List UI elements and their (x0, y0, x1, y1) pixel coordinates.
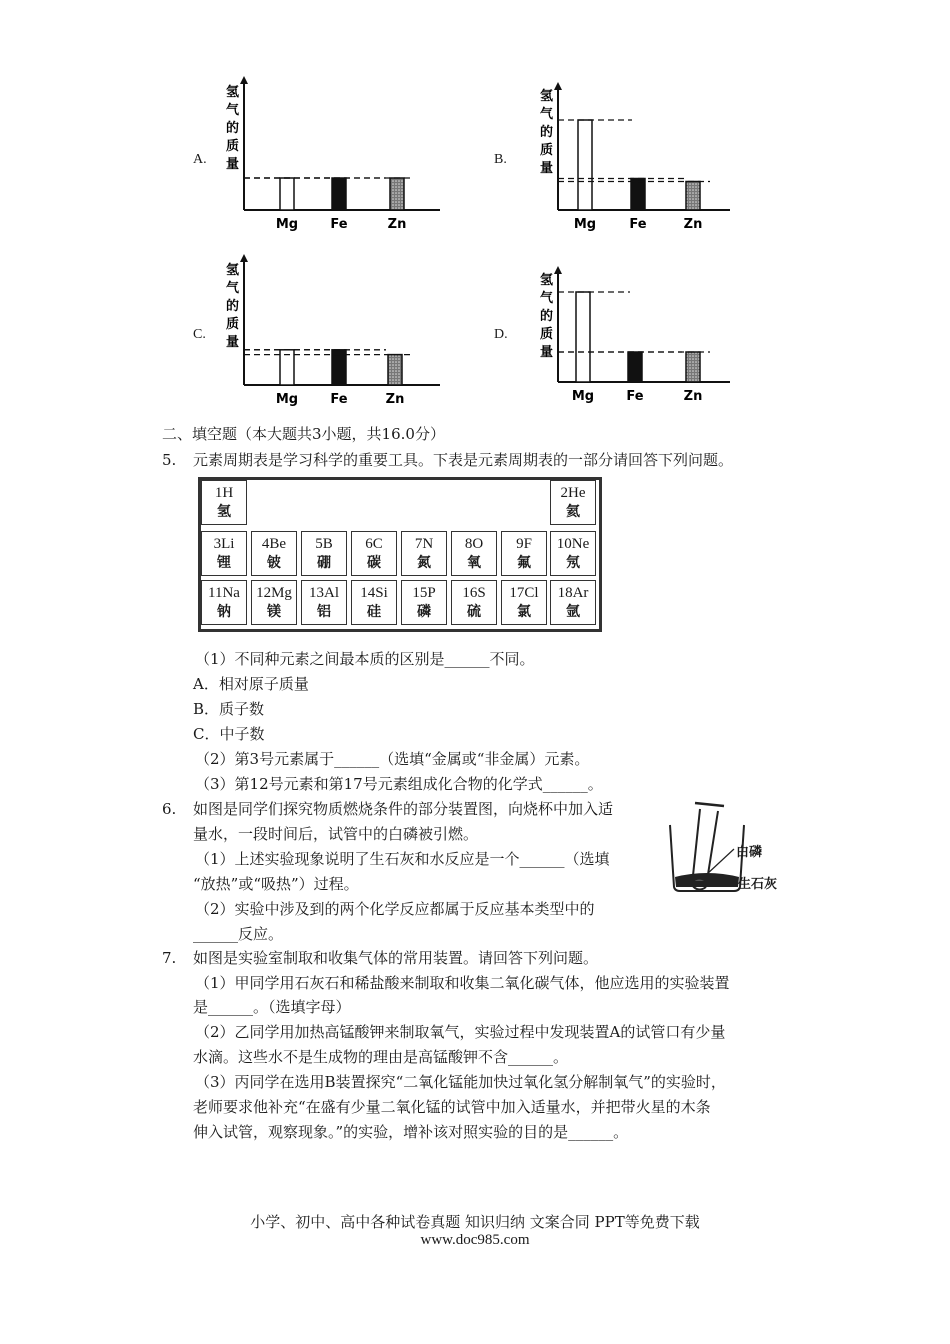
chart-d (518, 262, 738, 412)
section-heading: 二、填空题（本大题共3小题，共16.0分） (162, 425, 445, 443)
y-axis-label-char: 量 (540, 161, 554, 176)
q6-line: （1）上述实验现象说明了生石灰和水反应是一个______（选填 (195, 850, 610, 868)
q5-option-a: A．相对原子质量 (193, 675, 309, 693)
bar-mg (280, 178, 294, 210)
element-cell: 5B 硼 (301, 531, 347, 576)
bar-fe (332, 178, 346, 210)
bar-fe (628, 352, 642, 382)
bar-mg (578, 120, 592, 210)
q5-sub3: （3）第12号元素和第17号元素组成化合物的化学式______。 (195, 775, 603, 793)
periodic-table (198, 477, 602, 632)
q7-number: 7. (162, 949, 177, 967)
bar-zn (686, 182, 700, 211)
chart-b (518, 78, 738, 238)
y-axis-label-char: 气 (540, 291, 554, 306)
q6-line: （2）实验中涉及到的两个化学反应都属于反应基本类型中的 (195, 900, 595, 918)
q7-line: （2）乙同学用加热高锰酸钾来制取氧气，实验过程中发现装置A的试管口有少量 (195, 1023, 726, 1041)
x-tick-label: Zn (683, 389, 703, 404)
y-axis-label-char: 的 (540, 125, 554, 140)
q6-line: ______反应。 (193, 925, 284, 943)
element-cell: 14Si 硅 (351, 580, 397, 625)
element-cell: 2He 氦 (550, 480, 596, 525)
x-tick-label: Zn (385, 392, 405, 407)
y-axis-label-char: 的 (226, 121, 240, 136)
q7-line: （1）甲同学用石灰石和稀盐酸来制取和收集二氧化碳气体，他应选用的实验装置 (195, 974, 730, 992)
option-a-label: A. (193, 152, 207, 167)
chart-c (218, 250, 448, 415)
y-axis-label-char: 质 (540, 327, 554, 342)
y-axis-arrow (554, 266, 562, 274)
x-tick-label: Mg (275, 392, 299, 407)
element-cell: 15P 磷 (401, 580, 447, 625)
x-tick-label: Fe (629, 217, 647, 232)
y-axis-label-char: 量 (226, 157, 240, 172)
option-c-label: C. (193, 327, 206, 342)
q5-sub2: （2）第3号元素属于______（选填“金属或“非金属）元素。 (195, 750, 590, 768)
element-cell: 18Ar 氩 (550, 580, 596, 625)
q7-line: 伸入试管，观察现象。”的实验，增补该对照实验的目的是______。 (193, 1123, 629, 1141)
footer-text: 小学、初中、高中各种试卷真题 知识归纳 文案合同 PPT等免费下载 (250, 1213, 700, 1231)
element-cell: 4Be 铍 (251, 531, 297, 576)
element-cell: 9F 氟 (501, 531, 547, 576)
x-tick-label: Fe (626, 389, 644, 404)
bar-zn (388, 355, 402, 385)
x-tick-label: Fe (330, 392, 348, 407)
y-axis-label-char: 量 (226, 335, 240, 350)
white-phosphorus-label: 白磷 (736, 845, 763, 860)
element-cell: 7N 氮 (401, 531, 447, 576)
y-axis-label-char: 气 (226, 281, 240, 296)
q6-line: “放热”或“吸热”）过程。 (193, 875, 359, 893)
q7-line: 是______。（选填字母） (193, 998, 351, 1016)
element-cell: 3Li 锂 (201, 531, 247, 576)
x-tick-label: Fe (330, 217, 348, 232)
y-axis-arrow (554, 82, 562, 90)
y-axis-label-char: 气 (540, 107, 554, 122)
element-cell: 16S 硫 (451, 580, 497, 625)
option-b-label: B. (494, 152, 507, 167)
y-axis-label-char: 氢 (540, 89, 554, 104)
q5-option-b: B．质子数 (193, 700, 265, 718)
q5-stem: 元素周期表是学习科学的重要工具。下表是元素周期表的一部分请回答下列问题。 (193, 451, 734, 469)
q7-line: 水滴。这些水不是生成物的理由是高锰酸钾不含______。 (193, 1048, 569, 1066)
beaker-figure (662, 795, 797, 899)
element-cell: 11Na 钠 (201, 580, 247, 625)
x-tick-label: Zn (387, 217, 407, 232)
x-tick-label: Mg (573, 217, 597, 232)
element-cell: 12Mg 镁 (251, 580, 297, 625)
y-axis-arrow (240, 76, 248, 84)
quicklime-label: 生石灰 (738, 877, 778, 892)
y-axis-label-char: 的 (226, 299, 240, 314)
element-cell: 10Ne 氖 (550, 531, 596, 576)
bar-zn (390, 178, 404, 210)
y-axis-label-char: 质 (540, 143, 554, 158)
y-axis-label-char: 气 (226, 103, 240, 118)
y-axis-label-char: 氢 (226, 85, 240, 100)
q7-line: 老师要求他补充“在盛有少量二氧化锰的试管中加入适量水，并把带火星的木条 (193, 1098, 711, 1116)
q6-number: 6. (162, 800, 177, 818)
y-axis-label-char: 的 (540, 309, 554, 324)
q5-option-c: C．中子数 (193, 725, 265, 743)
x-tick-label: Mg (571, 389, 595, 404)
bar-zn (686, 352, 700, 382)
element-cell: 1H 氢 (201, 480, 247, 525)
y-axis-label-char: 氢 (540, 273, 554, 288)
bar-mg (576, 292, 590, 382)
option-d-label: D. (494, 327, 508, 342)
footer-url[interactable]: www.doc985.com (420, 1232, 530, 1248)
q6-line: 量水，一段时间后，试管中的白磷被引燃。 (193, 825, 479, 843)
x-tick-label: Mg (275, 217, 299, 232)
element-cell: 8O 氧 (451, 531, 497, 576)
y-axis-arrow (240, 254, 248, 262)
element-cell: 6C 碳 (351, 531, 397, 576)
y-axis-label-char: 质 (226, 139, 240, 154)
element-cell: 17Cl 氯 (501, 580, 547, 625)
q7-line: 如图是实验室制取和收集气体的常用装置。请回答下列问题。 (193, 949, 599, 967)
element-cell: 13Al 铝 (301, 580, 347, 625)
q6-line: 如图是同学们探究物质燃烧条件的部分装置图，向烧杯中加入适 (193, 800, 614, 818)
q5-number: 5. (162, 451, 177, 469)
y-axis-label-char: 量 (540, 345, 554, 360)
q7-line: （3）丙同学在选用B装置探究“二氧化锰能加快过氧化氢分解制氧气”的实验时， (195, 1073, 726, 1091)
q5-sub1: （1）不同种元素之间最本质的区别是______不同。 (195, 650, 535, 668)
y-axis-label-char: 质 (226, 317, 240, 332)
bar-fe (631, 179, 645, 211)
y-axis-label-char: 氢 (226, 263, 240, 278)
x-tick-label: Zn (683, 217, 703, 232)
chart-a (218, 72, 448, 234)
